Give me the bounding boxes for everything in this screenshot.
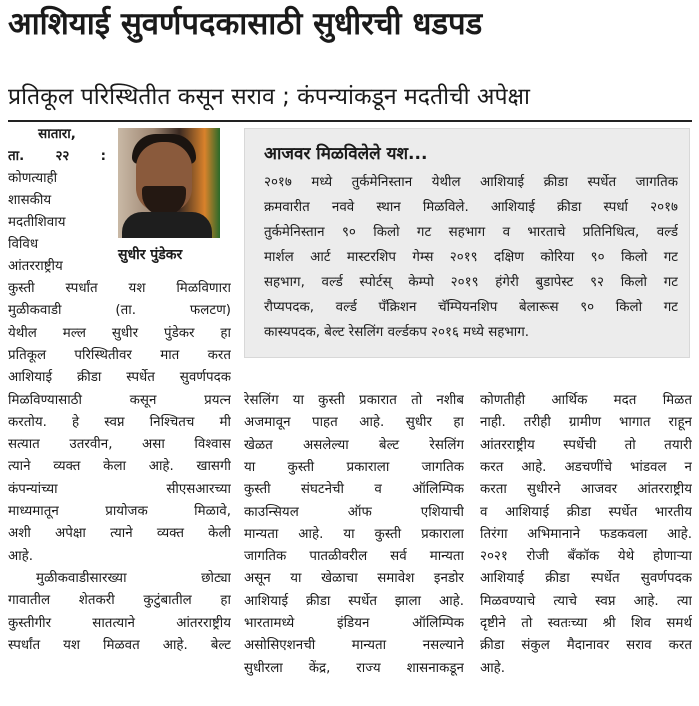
achievements-line: मार्शल आर्ट मास्टरशिप गेम्स २०१९ दक्षिण कोरिया ९० किलो गट [264,250,678,265]
body-line: करतोय. हे स्वप्न निश्चितच मी [8,414,231,430]
body-line: असून या खेळाचा समावेश इनडोर [244,571,464,587]
portrait-photo [118,128,220,238]
photo-body [122,212,212,238]
body-line: या कुस्ती प्रकाराला जागतिक [244,459,464,475]
body-line: रेसलिंग या कुस्ती प्रकारात तो नशीब [244,393,464,408]
body-line: आहे. [480,660,506,676]
body-line: मिळवण्याचे त्याचे स्वप्न आहे. त्या [480,593,692,609]
body-line: मुळीकवाडीसारख्या छोट्या [36,570,231,586]
body-line: मान्यता आहे. या कुस्ती प्रकाराला [244,526,464,542]
achievements-line: तुर्कमेनिस्तान ९० किलो गट सहभाग व भारताचे प्रतिनिधित्व, वर्ल्ड [264,225,678,240]
body-line: त्याने व्यक्त केला आहे. खासगी [8,459,231,475]
body-line: खेळत असलेल्या बेल्ट रेसलिंग [244,437,464,453]
body-line: जागतिक पातळीवरील सर्व मान्यता [244,549,464,565]
body-line: अशी अपेक्षा त्याने व्यक्त केली [8,526,231,542]
body-line: आहे. [8,548,34,564]
achievements-line: क्रमवारीत नववे स्थान मिळविले. आशियाई क्रीडा स्पर्धा २०१७ [264,200,678,215]
achievements-line: कास्यपदक, बेल्ट रेसलिंग वर्ल्डकप २०१६ मध्ये सहभाग. [264,325,530,340]
dateline-place: सातारा, [38,127,76,142]
body-line: आशियाई क्रीडा स्पर्धेत सुवर्णपदक [8,370,231,386]
body-line: विविध [8,237,39,252]
achievements-line: सहभाग, वर्ल्ड स्पोर्टस् केम्पो २०१९ हंगेरी बुडापेस्ट ९२ किलो गट [264,275,678,290]
body-line: स्पर्धांत यश मिळवत आहे. बेल्ट [8,637,231,653]
achievements-line: २०१७ मध्ये तुर्कमेनिस्तान येथील आशियाई क्रीडा स्पर्धेत जागतिक [264,175,678,190]
body-line: येथील मल्ल सुधीर पुंडेकर हा [8,325,231,341]
body-line: कोणतीही आर्थिक मदत मिळत [480,393,692,408]
body-line: तिरंगा अभिमानाने फडकवला आहे. [480,526,692,542]
body-line: आशियाई क्रीडा स्पर्धेत सुवर्णपदक [480,571,692,587]
body-line: भारतामध्ये इंडियन ऑलिम्पिक [244,616,464,631]
divider [8,120,692,122]
body-line: मदतीशिवाय [8,215,66,230]
body-line: कुस्तीगीर सातत्याने आंतरराष्ट्रीय [8,615,231,631]
body-line: क्रीडा संकुल मैदानावर सराव करत [480,638,692,654]
body-line: मुळीकवाडी (ता. फलटण) [8,303,231,319]
body-line: आंतरराष्ट्रीय स्पर्धेची तो तयारी [480,437,692,453]
body-line: आंतरराष्ट्रीय [8,259,63,274]
body-line: गावातील शेतकरी कुटुंबातील हा [8,593,231,609]
body-line: कुस्ती स्पर्धांत यश मिळविणारा [8,281,231,296]
headline: आशियाई सुवर्णपदकासाठी सुधीरची धडपड [8,6,483,42]
photo-caption: सुधीर पुंडेकर [118,247,183,263]
body-line: अजमावून पाहत आहे. सुधीर हा [244,415,464,431]
body-line: कंपन्यांच्या सीएसआरच्या [8,481,231,497]
body-line: करत आहे. अडचणींचे भांडवल न [480,459,692,475]
body-line: सुधीरला केंद्र, राज्य शासनाकडून [244,660,464,676]
body-line: मिळविण्यासाठी कसून प्रयत्न [8,392,231,408]
body-line: २०२१ रोजी बॅंकॉक येथे होणाऱ्या [480,549,692,565]
body-line: कोणत्याही [8,171,58,186]
achievements-line: रौप्यपदक, वर्ल्ड पॅंक्रिशन चॅम्पियनशिप बेलारूस ९० किलो गट [264,300,678,315]
body-line: कुस्ती संघटनेची व ऑलिम्पिक [244,482,464,498]
body-line: नाही. तरीही ग्रामीण भागात राहून [480,415,692,431]
body-line: काउन्सियल ऑफ एशियाची [244,504,464,520]
body-line: असोसिएशनची मान्यता नसल्याने [244,638,464,654]
achievements-title: आजवर मिळविलेले यश... [264,144,428,164]
body-line: सत्यात उतरवीन, असा विश्वास [8,437,231,453]
body-line: प्रतिकूल परिस्थितीवर मात करत [8,347,231,363]
body-line: दृष्टीने तो स्वतःच्या श्री शिव समर्थ [480,616,692,631]
dateline-date: ता. २२ : [8,149,106,164]
body-line: व आशियाई क्रीडा स्पर्धेत भारतीय [480,504,692,520]
body-line: शासकीय [8,193,52,208]
subheadline: प्रतिकूल परिस्थितीत कसून सराव ; कंपन्यांकडून मदतीची अपेक्षा [8,84,530,110]
body-line: माध्यमातून प्रायोजक मिळावे, [8,504,231,519]
body-line: करता सुधीरने आजवर आंतरराष्ट्रीय [480,482,692,498]
body-line: आशियाई क्रीडा स्पर्धेत झाला आहे. [244,593,464,609]
